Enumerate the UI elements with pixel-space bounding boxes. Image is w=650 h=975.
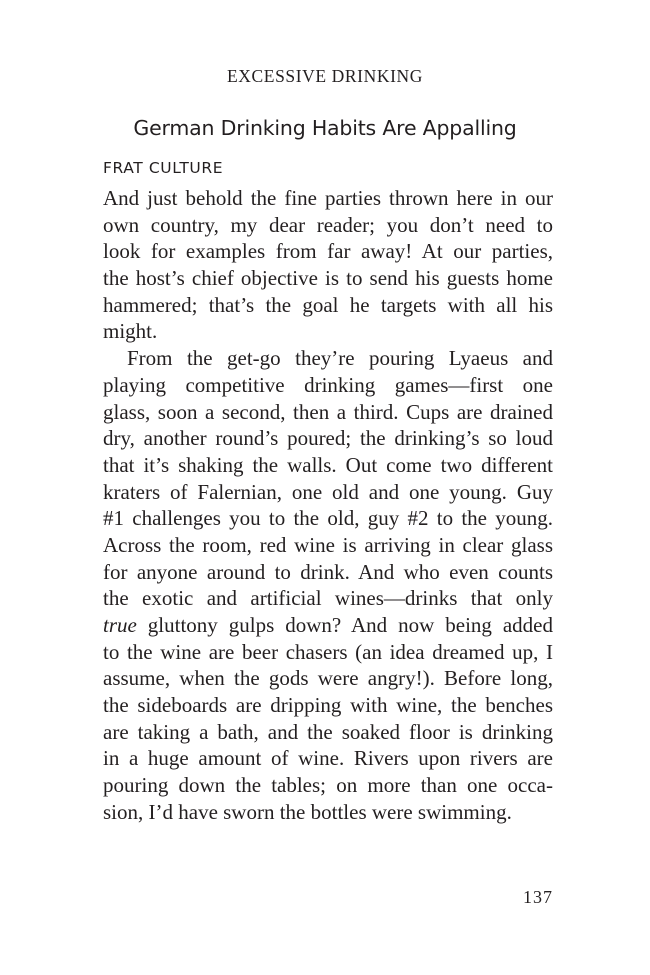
text-line: glass, soon a second, then a third. Cups are drained xyxy=(103,399,553,424)
text-line: From the get-go they’re pouring Lyaeus and xyxy=(127,346,553,371)
text-line: own country, my dear reader; you don’t need to xyxy=(103,212,553,237)
text-line: might. xyxy=(103,319,158,344)
paragraph-1 xyxy=(103,185,553,345)
emphasis: true xyxy=(103,613,137,637)
text-line: #1 challenges you to the old, guy #2 to the young. xyxy=(103,506,553,531)
text-line: the host’s chief objective is to send his guests home xyxy=(103,266,553,291)
text-run: gluttony gulps down? And now being added xyxy=(136,613,553,637)
page-number: 137 xyxy=(523,887,553,907)
text-line: to the wine are beer chasers (an idea dreamed up, I xyxy=(103,639,553,664)
text-line: And just behold the fine parties thrown here in our xyxy=(103,186,553,210)
text-line: are taking a bath, and the soaked floor is drinking xyxy=(103,719,553,744)
text-line: sion, I’d have sworn the bottles were swimming. xyxy=(103,799,512,824)
text-line: look for examples from far away! At our parties, xyxy=(103,239,553,264)
text-line: the sideboards are dripping with wine, the benches xyxy=(103,693,553,718)
body-text xyxy=(103,185,553,826)
text-line: pouring down the tables; on more than one occa- xyxy=(103,773,553,798)
text-line: kraters of Falernian, one old and one young. Guy xyxy=(103,479,553,504)
paragraph-2 xyxy=(103,345,553,825)
text-line: dry, another round’s poured; the drinking’s so loud xyxy=(103,426,553,451)
chapter-title: German Drinking Habits Are Appalling xyxy=(133,116,517,140)
running-head: EXCESSIVE DRINKING xyxy=(226,66,423,86)
text-line: playing competitive drinking games—first one xyxy=(103,372,553,397)
text-line: for anyone around to drink. And who even counts xyxy=(103,559,553,584)
text-line: the exotic and artificial wines—drinks that only xyxy=(103,586,553,611)
section-label: FRAT CULTURE xyxy=(103,159,224,177)
text-line: that it’s shaking the walls. Out come two different xyxy=(103,452,553,477)
text-line: Across the room, red wine is arriving in clear glass xyxy=(103,532,553,557)
text-line: assume, when the gods were angry!). Before long, xyxy=(103,666,553,691)
text-line xyxy=(103,612,553,639)
text-line: hammered; that’s the goal he targets with all his xyxy=(103,292,553,317)
text-line: in a huge amount of wine. Rivers upon rivers are xyxy=(103,746,553,771)
